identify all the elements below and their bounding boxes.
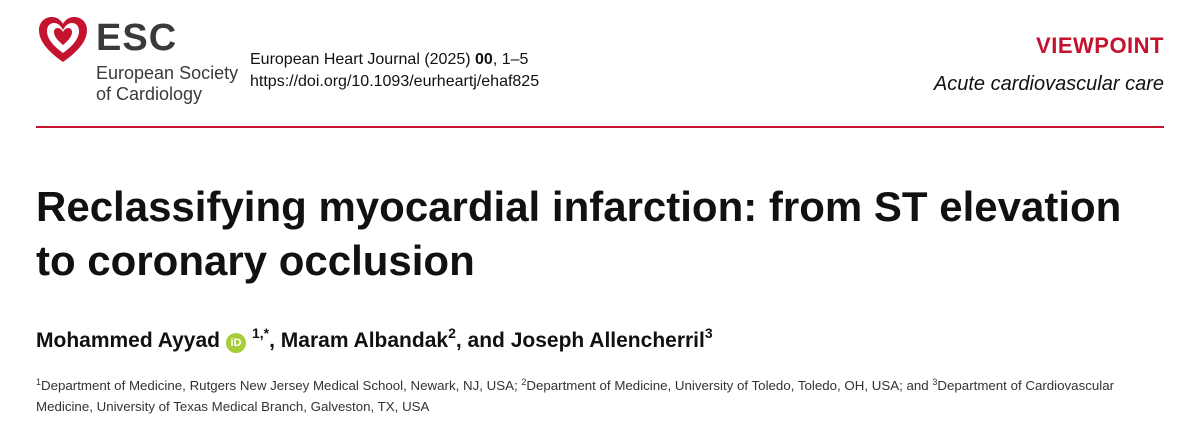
affiliation-marker: 3 — [932, 377, 938, 387]
affiliations — [36, 375, 1166, 417]
author-list — [36, 325, 713, 357]
section-type-label: VIEWPOINT — [1036, 33, 1164, 58]
journal-citation — [250, 49, 539, 93]
affiliation-marker: 1 — [36, 377, 42, 387]
author-name[interactable]: Maram Albandak — [280, 329, 449, 352]
logo-acronym: ESC — [96, 17, 178, 59]
author-affiliation-marker: 3 — [704, 325, 713, 341]
citation-line — [250, 49, 539, 71]
author-affiliation-marker: 2 — [448, 325, 456, 341]
affiliation-text: Department of Medicine, University of Toledo, Toledo, OH, USA; and — [526, 378, 933, 393]
affiliation-text: Department of Cardiovascular Medicine, University of Texas Medical Branch, Galveston, TX, USA — [36, 378, 1115, 414]
heart-logo-icon — [36, 14, 90, 66]
article-title: Reclassifying myocardial infarction: from ST elevation to coronary occlusion — [36, 183, 1122, 284]
author-separator: , — [269, 329, 281, 352]
doi-link[interactable]: https://doi.org/10.1093/eurheartj/ehaf825 — [250, 73, 540, 90]
author-affiliation-marker: 1,* — [252, 325, 270, 341]
header-divider — [36, 126, 1164, 128]
citation-pages: , 1–5 — [492, 51, 529, 68]
affiliation-text: Department of Medicine, Rutgers New Jersey Medical School, Newark, NJ, USA; — [41, 378, 522, 393]
author-name[interactable]: Joseph Allencherril — [510, 329, 705, 352]
logo-organization-name — [96, 63, 256, 105]
author-name[interactable]: Mohammed Ayyad — [36, 329, 220, 352]
section-subtype-label: Acute cardiovascular care — [933, 73, 1164, 95]
citation-volume: 00 — [475, 51, 493, 68]
author-separator: , and — [455, 329, 511, 352]
affiliation-marker: 2 — [521, 377, 527, 387]
logo-name-line2: of Cardiology — [96, 84, 203, 104]
orcid-icon[interactable]: iD — [226, 333, 246, 353]
logo-name-line1: European Society — [96, 63, 239, 83]
citation-journal-year: European Heart Journal (2025) — [250, 51, 476, 68]
